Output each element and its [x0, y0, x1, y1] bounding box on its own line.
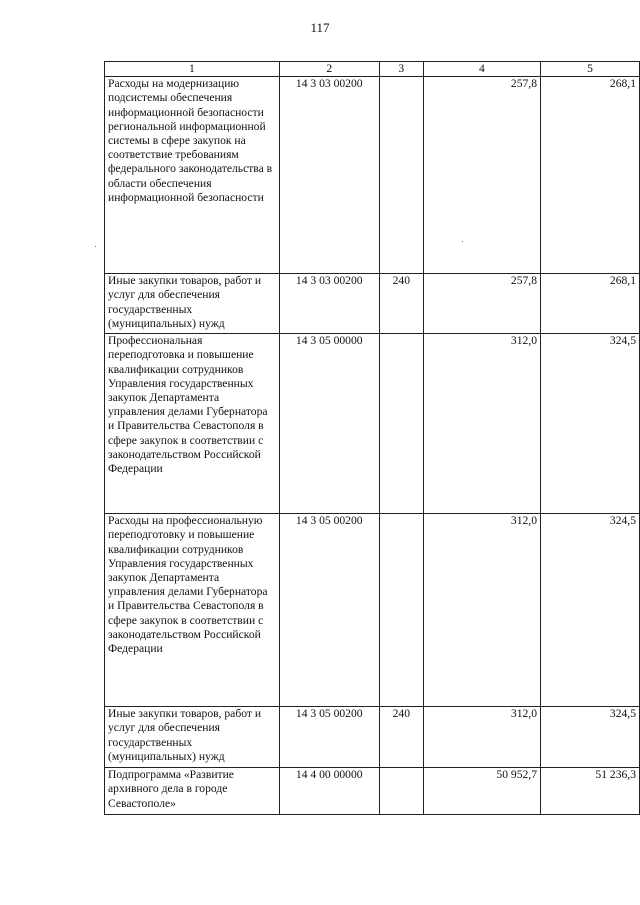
amount-cell-col5: 51 236,3	[541, 768, 640, 815]
column-header: 4	[423, 62, 540, 77]
expense-type-cell	[379, 768, 423, 815]
scan-speck	[462, 241, 463, 242]
amount-cell-col4: 257,8	[423, 274, 540, 334]
budget-code-cell: 14 3 03 00200	[279, 77, 379, 274]
budget-table	[104, 61, 640, 815]
column-header: 3	[379, 62, 423, 77]
expense-type-cell	[379, 334, 423, 514]
expense-type-cell: 240	[379, 274, 423, 334]
amount-cell-col4: 312,0	[423, 707, 540, 768]
expense-name-cell: Расходы на модернизацию подсистемы обеспечения информационной безопасности региональной информационной системы в сфере закупок на соответствие требованиям федерального законодательства в области обеспечения информационной безопасности	[105, 77, 280, 274]
expense-type-cell	[379, 77, 423, 274]
column-header: 5	[541, 62, 640, 77]
amount-cell-col4: 257,8	[423, 77, 540, 274]
amount-cell-col5: 324,5	[541, 707, 640, 768]
amount-cell-col5: 324,5	[541, 514, 640, 707]
budget-code-cell: 14 3 05 00000	[279, 334, 379, 514]
table-header-row	[105, 62, 640, 77]
table-row	[105, 768, 640, 815]
table-row	[105, 274, 640, 334]
expense-name-cell: Подпрограмма «Развитие архивного дела в городе Севастополе»	[105, 768, 280, 815]
amount-cell-col4: 312,0	[423, 514, 540, 707]
budget-code-cell: 14 4 00 00000	[279, 768, 379, 815]
page-number: 117	[310, 20, 330, 35]
amount-cell-col4: 312,0	[423, 334, 540, 514]
scan-speck	[95, 246, 96, 247]
table-row	[105, 77, 640, 274]
expense-type-cell	[379, 514, 423, 707]
budget-code-cell: 14 3 03 00200	[279, 274, 379, 334]
expense-name-cell: Иные закупки товаров, работ и услуг для обеспечения государственных (муниципальных) нужд	[105, 274, 280, 334]
table-row	[105, 334, 640, 514]
amount-cell-col5: 268,1	[541, 274, 640, 334]
expense-name-cell: Иные закупки товаров, работ и услуг для обеспечения государственных (муниципальных) нужд	[105, 707, 280, 768]
column-header: 1	[105, 62, 280, 77]
amount-cell-col5: 324,5	[541, 334, 640, 514]
expense-name-cell: Расходы на профессиональную переподготовку и повышение квалификации сотрудников Управления государственных закупок Департамента управления делами Губернатора и Правительства Севастополя в сфере закупок в соответствии с законодательством Российской Федерации	[105, 514, 280, 707]
expense-name-cell: Профессиональная переподготовка и повышение квалификации сотрудников Управления государственных закупок Департамента управления делами Губернатора и Правительства Севастополя в сфере закупок в соответствии с законодательством Российской Федерации	[105, 334, 280, 514]
amount-cell-col5: 268,1	[541, 77, 640, 274]
budget-code-cell: 14 3 05 00200	[279, 707, 379, 768]
table-row	[105, 514, 640, 707]
table-row	[105, 707, 640, 768]
amount-cell-col4: 50 952,7	[423, 768, 540, 815]
expense-type-cell: 240	[379, 707, 423, 768]
column-header: 2	[279, 62, 379, 77]
budget-code-cell: 14 3 05 00200	[279, 514, 379, 707]
